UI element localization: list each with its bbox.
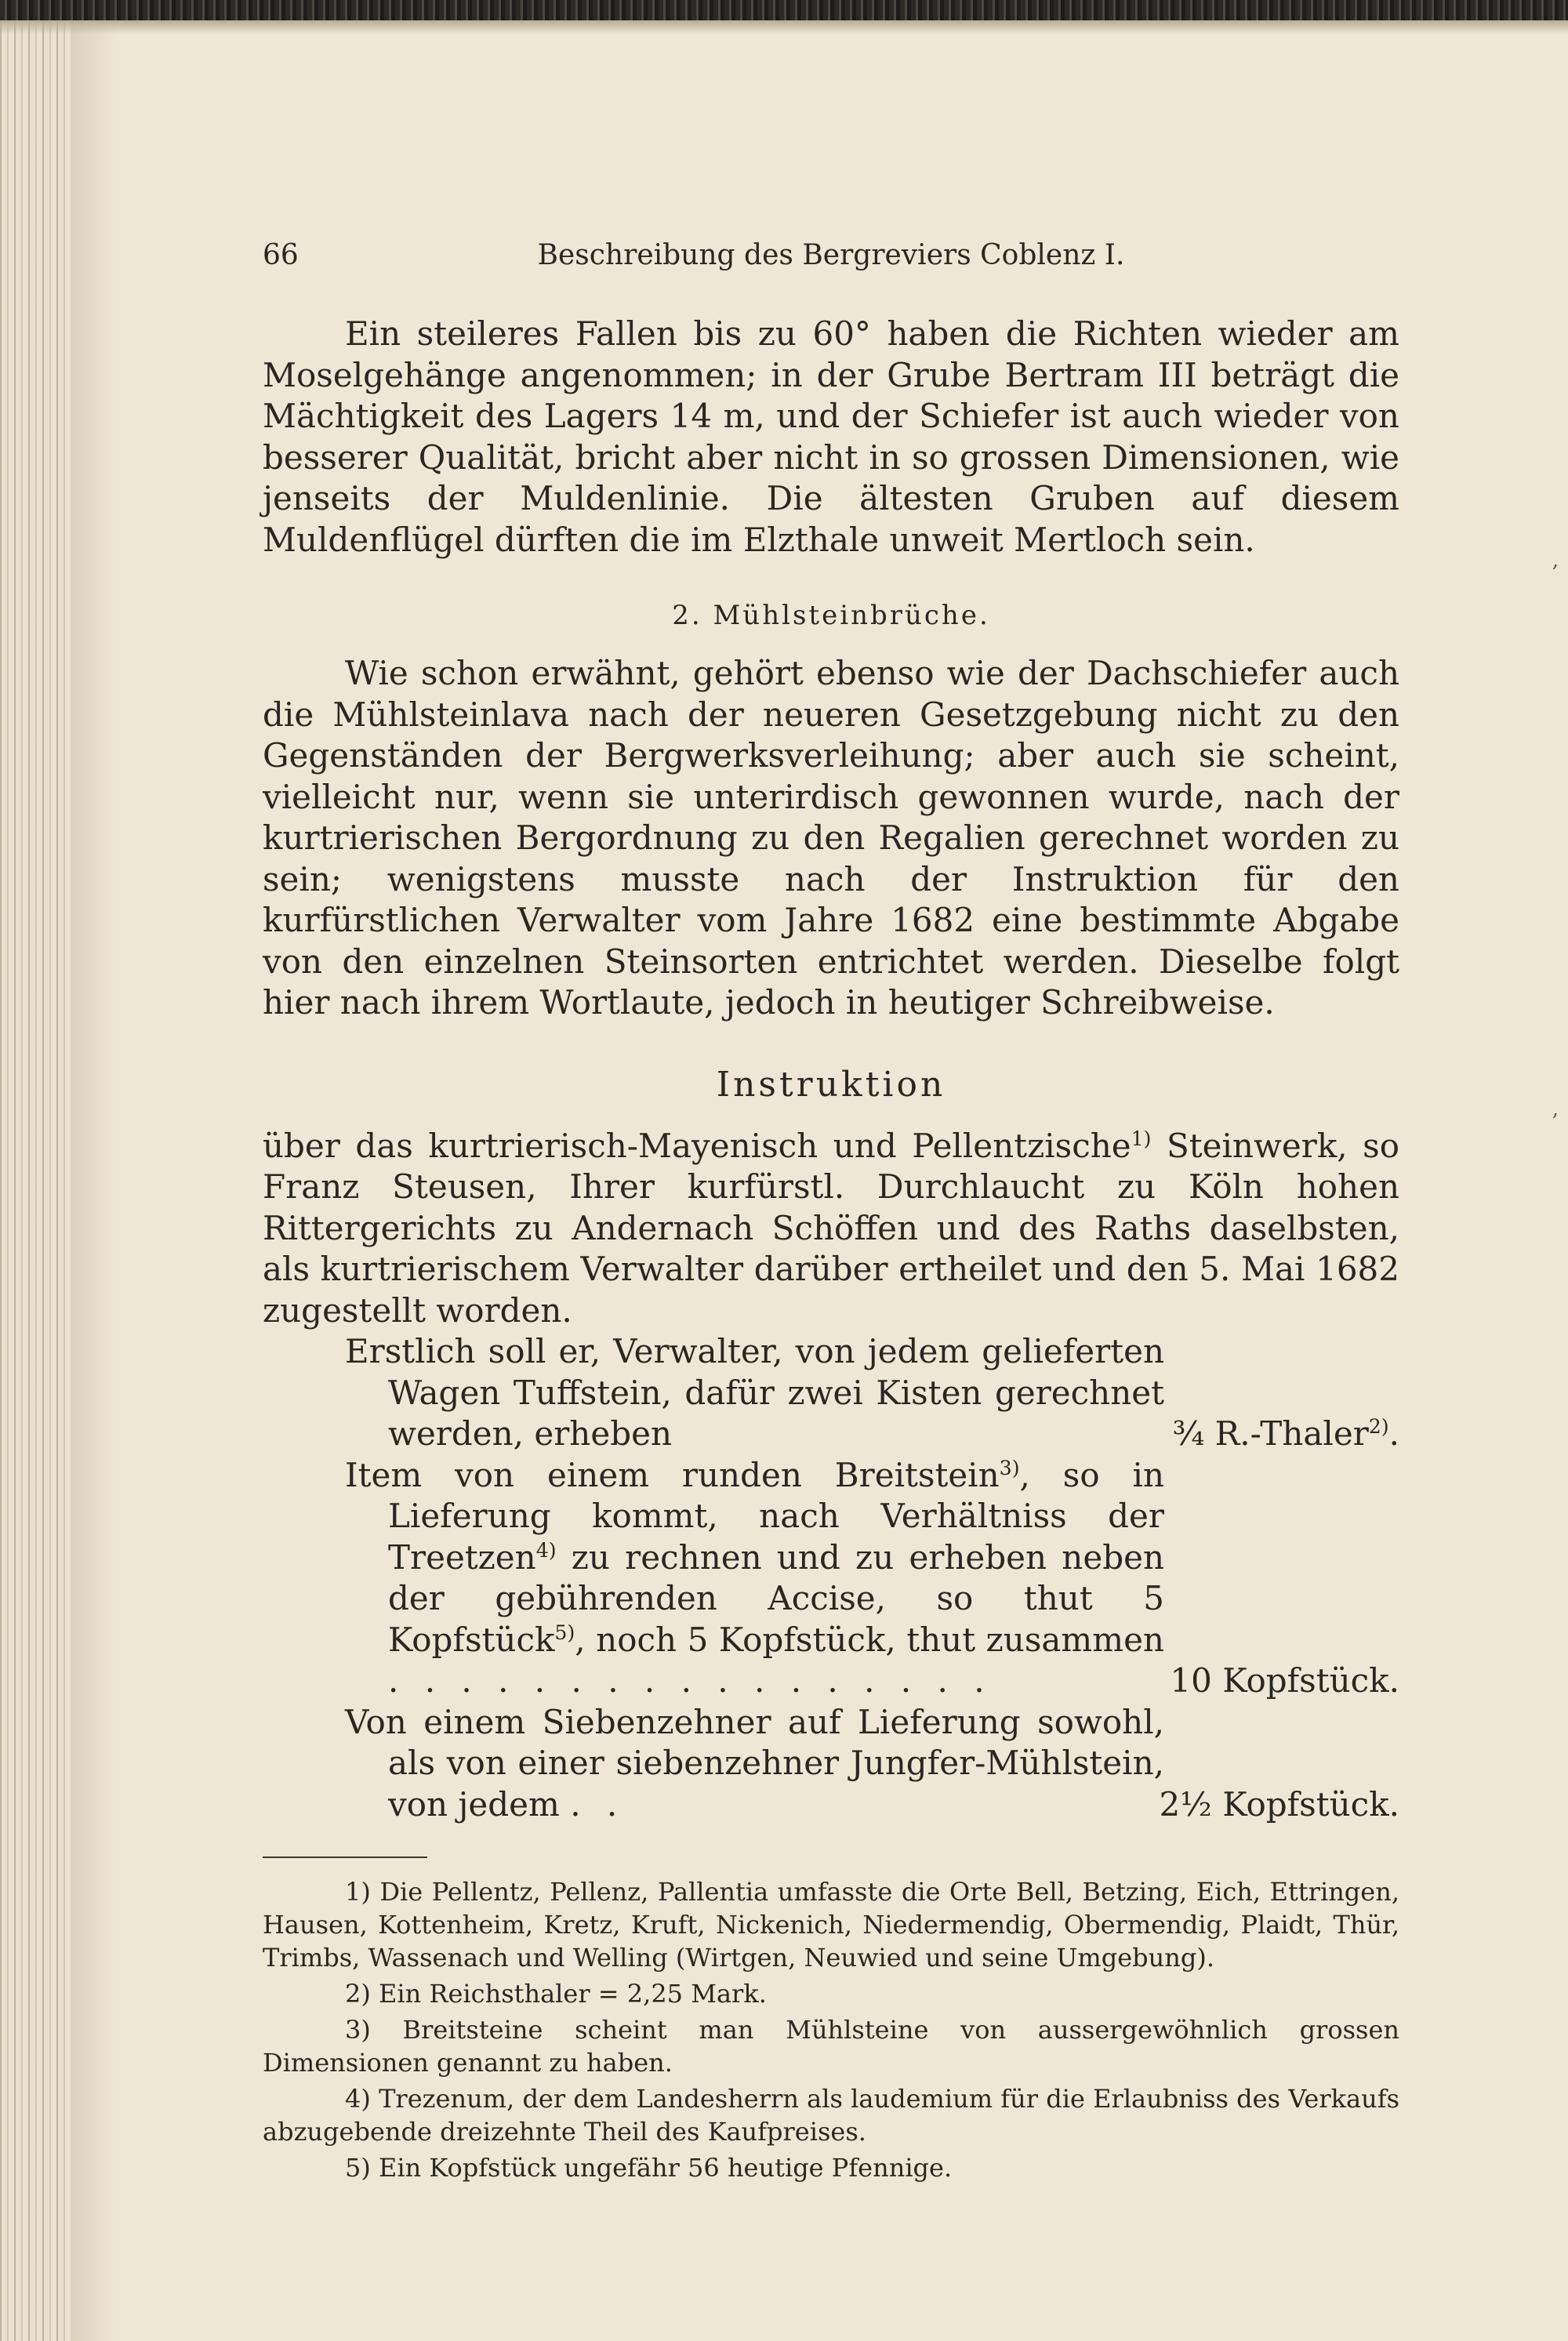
- instruction-intro: [263, 1126, 1399, 1332]
- gutter-shadow: [71, 0, 118, 2341]
- page-edges-left: [0, 0, 71, 2341]
- instruction-title: Instruktion: [716, 1064, 946, 1105]
- leader-dots: . .: [570, 1784, 626, 1824]
- amount-value: ¾ R.-Thaler: [1172, 1414, 1369, 1453]
- margin-mark: ,: [1552, 549, 1559, 572]
- item-text: Erstlich soll er, Verwalter, von jedem gelieferten Wagen Tuffstein, dafür zwei Kisten gerechnet werden, erheben: [345, 1332, 1164, 1453]
- footnote: 4) Trezenum, der dem Landesherrn als laudemium für die Erlaubniss des Verkaufs abzugebende dreizehnte Theil des Kaufpreises.: [263, 2084, 1399, 2147]
- amount-punct: .: [1388, 1414, 1399, 1453]
- paragraph-muehlsteinlava: Wie schon erwähnt, gehört ebenso wie der Dachschiefer auch die Mühlsteinlava nach der neueren Gesetzgebung nicht zu den Gegenständen der Bergwerksverleihung; aber auch sie scheint, vielleicht nur, wenn sie unterirdisch gewonnen wurde, nach der kurtrierischen Bergordnung zu den Regalien gerechnet worden zu sein; wenigstens musste nach der Instruktion für den kurfürstlichen Verwalter vom Jahre 1682 eine bestimmte Abgabe von den einzelnen Steinsorten entrichtet werden. Dieselbe folgt hier nach ihrem Wortlaute, jedoch in heutiger Schreibweise.: [263, 654, 1399, 1022]
- page-content: [263, 232, 1399, 2187]
- top-shadow: [0, 20, 1568, 34]
- item-text: , so in Lieferung kommt, nach Verhältniss der Treetzen: [388, 1455, 1164, 1577]
- item-amount: 10 Kopfstück.: [1170, 1661, 1399, 1700]
- instruction-item-tuffstein: [345, 1331, 1399, 1455]
- margin-mark: ,: [1552, 1098, 1559, 1121]
- paragraph-moselgehaenge: Ein steileres Fallen bis zu 60° haben die Richten wieder am Moselgehänge angenommen; in der Grube Bertram III beträgt die Mächtigkeit des Lagers 14 m, und der Schiefer ist auch wieder von besserer Qualität, bricht aber nicht in so grossen Dimensionen, wie jenseits der Muldenlinie. Die ältesten Gruben auf diesem Muldenflügel dürften die im Elzthale unweit Mertloch sein.: [263, 314, 1399, 559]
- footnote-rule: [263, 1856, 427, 1858]
- section-title: 2. Mühlsteinbrüche.: [672, 600, 990, 631]
- instruction-item-breitstein: [345, 1455, 1399, 1702]
- footnote-ref: 4): [535, 1538, 557, 1562]
- footnote: 2) Ein Reichsthaler = 2,25 Mark.: [345, 1979, 767, 2009]
- footnote-ref: 3): [999, 1456, 1020, 1479]
- footnote: 5) Ein Kopfstück ungefähr 56 heutige Pfennige.: [345, 2153, 953, 2183]
- instruction-item-siebenzehner: [345, 1702, 1399, 1826]
- page-number: 66: [263, 239, 299, 271]
- footnote-ref: 5): [554, 1621, 575, 1644]
- item-text: , noch 5 Kopfstück, thut zusammen: [575, 1620, 1164, 1659]
- item-text: Item von einem runden Breitstein: [345, 1455, 1000, 1494]
- footnote: 1) Die Pellentz, Pellenz, Pallentia umfasste die Orte Bell, Betzing, Eich, Ettringen, Hausen, Kottenheim, Kretz, Kruft, Nickenich, Niedermendig, Obermendig, Plaidt, Thür, Trimbs, Wassenach und Welling (Wirtgen, Neuwied und seine Umgebung).: [263, 1877, 1399, 1973]
- intro-text: Steinwerk, so Franz Steusen, Ihrer kurfürstl. Durchlaucht zu Köln hohen Rittergerichts zu Andernach Schöffen und des Raths daselbsten, als kurtrierischem Verwalter darüber ertheilet und den 5. Mai 1682 zugestellt worden.: [263, 1126, 1399, 1330]
- intro-text: über das kurtrierisch-Mayenisch und Pellentzische: [263, 1126, 1131, 1165]
- item-text: zu rechnen und zu erheben neben der gebührenden Accise, so thut 5 Kopfstück: [388, 1537, 1164, 1659]
- running-title: Beschreibung des Bergreviers Coblenz I.: [537, 239, 1125, 271]
- item-amount: 2½ Kopfstück.: [1159, 1784, 1399, 1824]
- item-amount: [1173, 1414, 1399, 1455]
- footnote: 3) Breitsteine scheint man Mühlsteine von aussergewöhnlich grossen Dimensionen genannt zu haben.: [263, 2015, 1399, 2078]
- footnote-ref: 1): [1131, 1127, 1152, 1150]
- page-edge-top: [0, 0, 1568, 20]
- leader-dots: . . . . . . . . . . . . . . . . .: [388, 1661, 993, 1700]
- footnotes: [263, 1875, 1399, 2184]
- page-header: [263, 232, 1399, 279]
- footnote-ref: 2): [1368, 1415, 1389, 1438]
- item-text: Von einem Siebenzehner auf Lieferung sowohl, als von einer siebenzehner Jungfer-Mühlstein, von jedem: [345, 1702, 1164, 1824]
